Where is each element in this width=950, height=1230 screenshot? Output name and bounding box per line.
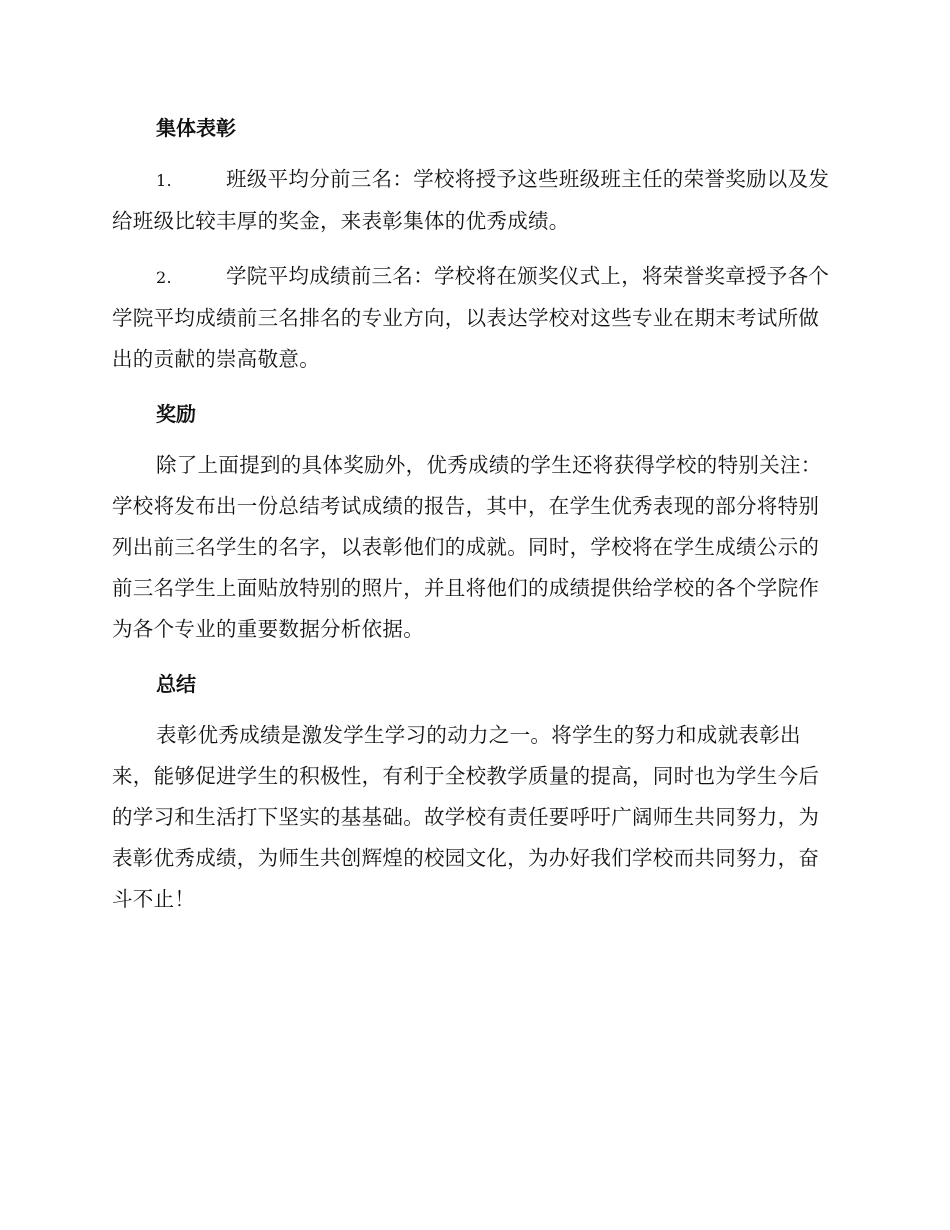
list-text-1: 班级平均分前三名：学校将授予这些班级班主任的荣誉奖励以及发给班级比较丰厚的奖金，来表彰集体的优秀成绩。 bbox=[112, 167, 830, 233]
list-item-2 bbox=[112, 256, 832, 380]
list-number-2: 2. bbox=[156, 268, 172, 287]
list-text-2: 学院平均成绩前三名：学校将在颁奖仪式上，将荣誉奖章授予各个学院平均成绩前三名排名的专业方向，以表达学校对这些专业在期末考试所做出的贡献的崇高敬意。 bbox=[112, 264, 830, 371]
paragraph-summary: 表彰优秀成绩是激发学生学习的动力之一。将学生的努力和成就表彰出来，能够促进学生的积极性，有利于全校教学质量的提高，同时也为学生今后的学习和生活打下坚实的基基础。故学校有责任要呼吁广阔师生共同努力，为表彰优秀成绩，为师生共创辉煌的校园文化，为办好我们学校而共同努力，奋斗不止！ bbox=[112, 723, 820, 911]
paragraph-reward: 除了上面提到的具体奖励外，优秀成绩的学生还将获得学校的特别关注：学校将发布出一份总结考试成绩的报告，其中，在学生优秀表现的部分将特别列出前三名学生的名字，以表彰他们的成就。同时，学校将在学生成绩公示的前三名学生上面贴放特别的照片，并且将他们的成绩提供给学校的各个学院作为各个专业的重要数据分析依据。 bbox=[112, 453, 822, 641]
heading-summary: 总结 bbox=[156, 672, 196, 696]
heading-reward: 奖励 bbox=[156, 402, 196, 426]
heading-collective: 集体表彰 bbox=[156, 116, 236, 140]
list-number-1: 1. bbox=[156, 171, 172, 190]
list-item-1 bbox=[112, 159, 832, 242]
